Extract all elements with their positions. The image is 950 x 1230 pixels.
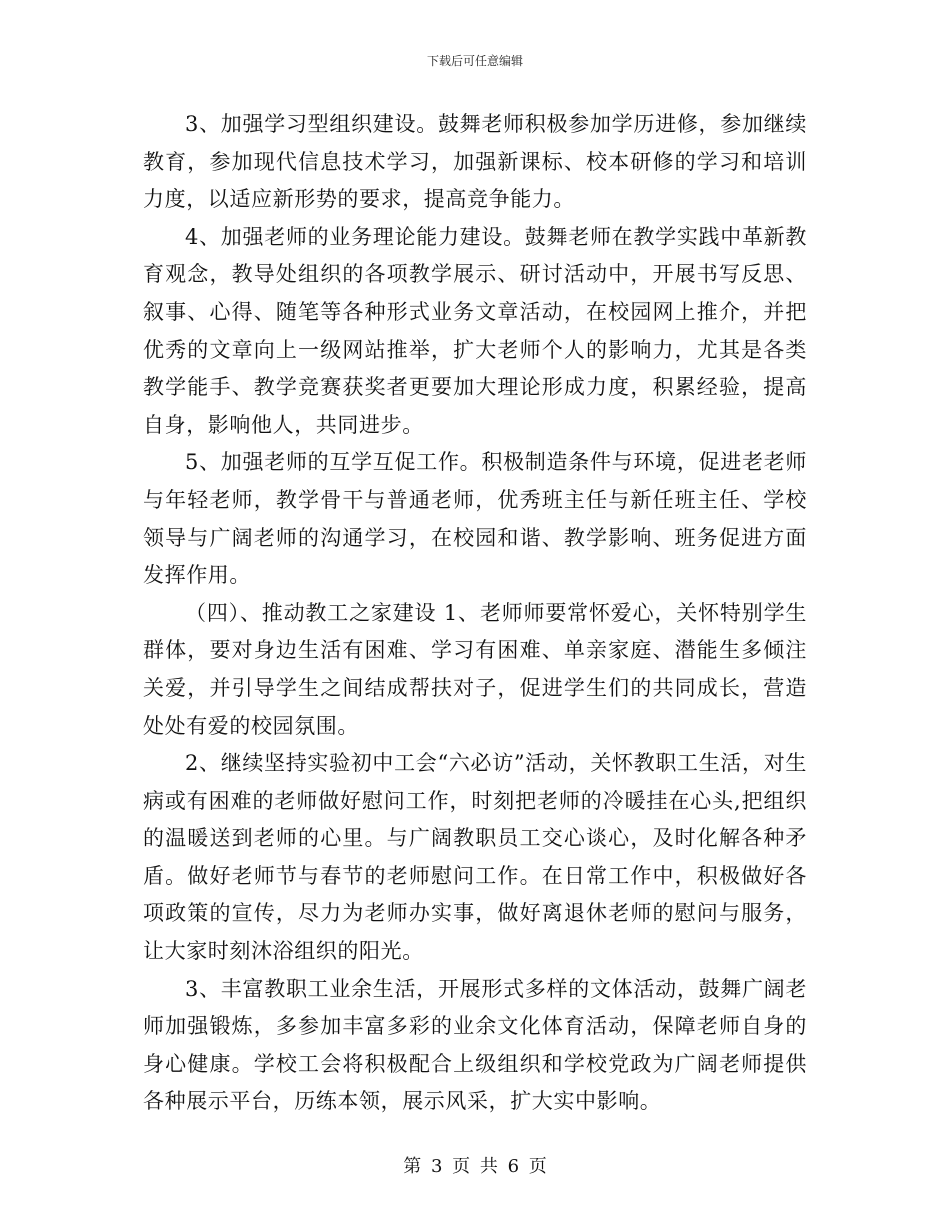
paragraph-business-theory: 4、加强老师的业务理论能力建设。鼓舞老师在教学实践中革新教育观念，教导处组织的各项教学展示、研讨活动中，开展书写反思、叙事、心得、随笔等各种形式业务文章活动，在校园网上推介，并把优秀的文章向上一级网站推举，扩大老师个人的影响力，尤其是各类教学能手、教学竞赛获奖者更要加大理论形成力度，积累经验，提高自身，影响他人，共同进步。	[143, 224, 807, 437]
paragraph-learning-organization: 3、加强学习型组织建设。鼓舞老师积极参加学历进修，参加继续教育，参加现代信息技术学习，加强新课标、校本研修的学习和培训力度，以适应新形势的要求，提高竞争能力。	[143, 112, 807, 212]
paragraph-leisure-life: 3、丰富教职工业余生活，开展形式多样的文体活动，鼓舞广阔老师加强锻炼，多参加丰富多彩的业余文化体育活动，保障老师自身的身心健康。学校工会将积极配合上级组织和学校党政为广阔老师提供各种展示平台，历练本领，展示风采，扩大实中影响。	[143, 976, 807, 1114]
paragraph-six-visits: 2、继续坚持实验初中工会“六必访”活动，关怀教职工生活，对生病或有困难的老师做好慰问工作，时刻把老师的冷暖挂在心头,把组织的温暖送到老师的心里。与广阔教职员工交心谈心，及时化解各种矛盾。做好老师节与春节的老师慰问工作。在日常工作中，积极做好各项政策的宣传，尽力为老师办实事，做好离退休老师的慰问与服务，让大家时刻沐浴组织的阳光。	[143, 751, 807, 964]
page-header-note: 下载后可任意编辑	[426, 54, 523, 68]
paragraph-mutual-learning: 5、加强老师的互学互促工作。积极制造条件与环境，促进老老师与年轻老师，教学骨干与普通老师，优秀班主任与新任班主任、学校领导与广阔老师的沟通学习，在校园和谐、教学影响、班务促进方面发挥作用。	[143, 450, 807, 588]
document-body	[143, 106, 807, 1121]
page-number: 第 3 页 共 6 页	[403, 1156, 547, 1177]
paragraph-staff-home: （四）、推动教工之家建设 1、老师师要常怀爱心，关怀特别学生群体，要对身边生活有困难、学习有困难、单亲家庭、潜能生多倾注关爱，并引导学生之间结成帮扶对子，促进学生们的共同成长，营造处处有爱的校园氛围。	[143, 600, 807, 738]
